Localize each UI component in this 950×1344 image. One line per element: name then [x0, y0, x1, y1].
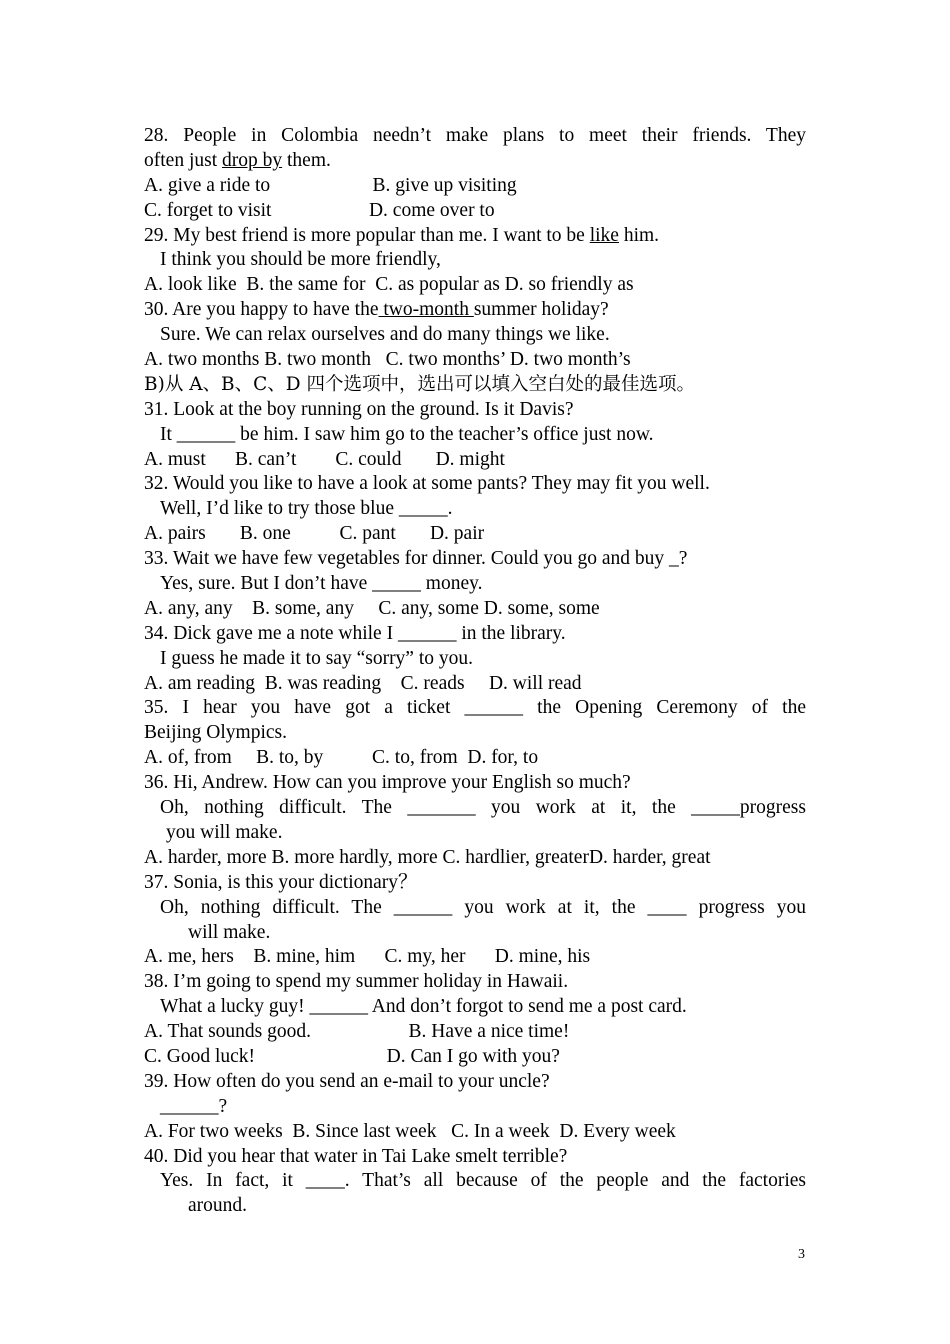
- underlined-phrase: drop by: [222, 149, 283, 171]
- text-line: A. of, from B. to, by C. to, from D. for, to: [144, 747, 539, 769]
- text-line: 36. Hi, Andrew. How can you improve your English so much?: [144, 772, 631, 794]
- text-segment: 30. Are you happy to have the: [144, 299, 379, 321]
- text-line: Beijing Olympics.: [144, 722, 287, 744]
- text-segment: them.: [282, 149, 331, 171]
- underlined-phrase: like: [589, 224, 619, 246]
- text-line: I think you should be more friendly,: [160, 249, 441, 271]
- text-line: Oh, nothing difficult. The ______ you work at it, the ____ progress you: [160, 896, 806, 918]
- text-line: A. any, any B. some, any C. any, some D. some, some: [144, 597, 600, 619]
- text-line: A. For two weeks B. Since last week C. In a week D. Every week: [144, 1120, 676, 1142]
- text-line: A. give a ride to B. give up visiting: [144, 174, 517, 196]
- text-line: A. am reading B. was reading C. reads D. will read: [144, 672, 582, 694]
- text-line: 32. Would you like to have a look at some pants? They may fit you well.: [144, 473, 710, 495]
- document-page: [144, 124, 806, 1219]
- text-line: 33. Wait we have few vegetables for dinner. Could you go and buy _?: [144, 548, 688, 570]
- underlined-phrase: two-month: [378, 299, 474, 321]
- text-line: 37. Sonia, is this your dictionary？: [144, 871, 418, 893]
- text-line: around.: [188, 1195, 248, 1217]
- text-line: Yes, sure. But I don’t have _____ money.: [160, 573, 483, 595]
- text-line: C. forget to visit D. come over to: [144, 199, 495, 221]
- text-line: A. harder, more B. more hardly, more C. hardlier, greaterD. harder, great: [144, 846, 711, 868]
- text-line: [144, 298, 806, 323]
- page-number: 3: [798, 1247, 805, 1262]
- text-line: Yes. In fact, it ____. That’s all because of the people and the factories: [160, 1170, 806, 1192]
- text-line: Well, I’d like to try those blue _____.: [160, 498, 453, 520]
- text-line: will make.: [188, 921, 271, 943]
- text-line: 31. Look at the boy running on the ground. Is it Davis?: [144, 398, 574, 420]
- text-segment: him.: [618, 224, 660, 246]
- text-line: 40. Did you hear that water in Tai Lake smelt terrible?: [144, 1145, 568, 1167]
- text-line: Oh, nothing difficult. The _______ you work at it, the _____progress: [160, 797, 806, 819]
- text-line: What a lucky guy! ______ And don’t forgot to send me a post card.: [160, 996, 687, 1018]
- text-segment: often just: [144, 149, 222, 171]
- text-segment: 29. My best friend is more popular than me. I want to be: [144, 224, 590, 246]
- text-line: B)从 A、B、C、D 四个选项中，选出可以填入空白处的最佳选项。: [144, 373, 696, 395]
- text-line: A. look like B. the same for C. as popular as D. so friendly as: [144, 274, 634, 296]
- text-line: 38. I’m going to spend my summer holiday in Hawaii.: [144, 971, 569, 993]
- text-line: Sure. We can relax ourselves and do many things we like.: [160, 324, 610, 346]
- text-line: [144, 224, 806, 249]
- text-line: 39. How often do you send an e-mail to your uncle?: [144, 1070, 550, 1092]
- text-segment: summer holiday?: [473, 299, 609, 321]
- text-line: A. me, hers B. mine, him C. my, her D. mine, his: [144, 946, 591, 968]
- text-line: C. Good luck! D. Can I go with you?: [144, 1045, 560, 1067]
- text-line: It ______ be him. I saw him go to the teacher’s office just now.: [160, 423, 654, 445]
- text-line: A. pairs B. one C. pant D. pair: [144, 523, 485, 545]
- text-line: you will make.: [166, 821, 283, 843]
- text-line: [144, 149, 806, 174]
- text-line: 34. Dick gave me a note while I ______ in the library.: [144, 622, 566, 644]
- text-line: A. That sounds good. B. Have a nice time!: [144, 1021, 570, 1043]
- text-line: ______?: [160, 1095, 228, 1117]
- text-line: A. two months B. two month C. two months’ D. two month’s: [144, 349, 631, 371]
- text-line: 35. I hear you have got a ticket ______ the Opening Ceremony of the: [144, 697, 806, 719]
- text-line: A. must B. can’t C. could D. might: [144, 448, 505, 470]
- text-line: 28. People in Colombia needn’t make plans to meet their friends. They: [144, 125, 806, 146]
- text-line: I guess he made it to say “sorry” to you.: [160, 647, 474, 669]
